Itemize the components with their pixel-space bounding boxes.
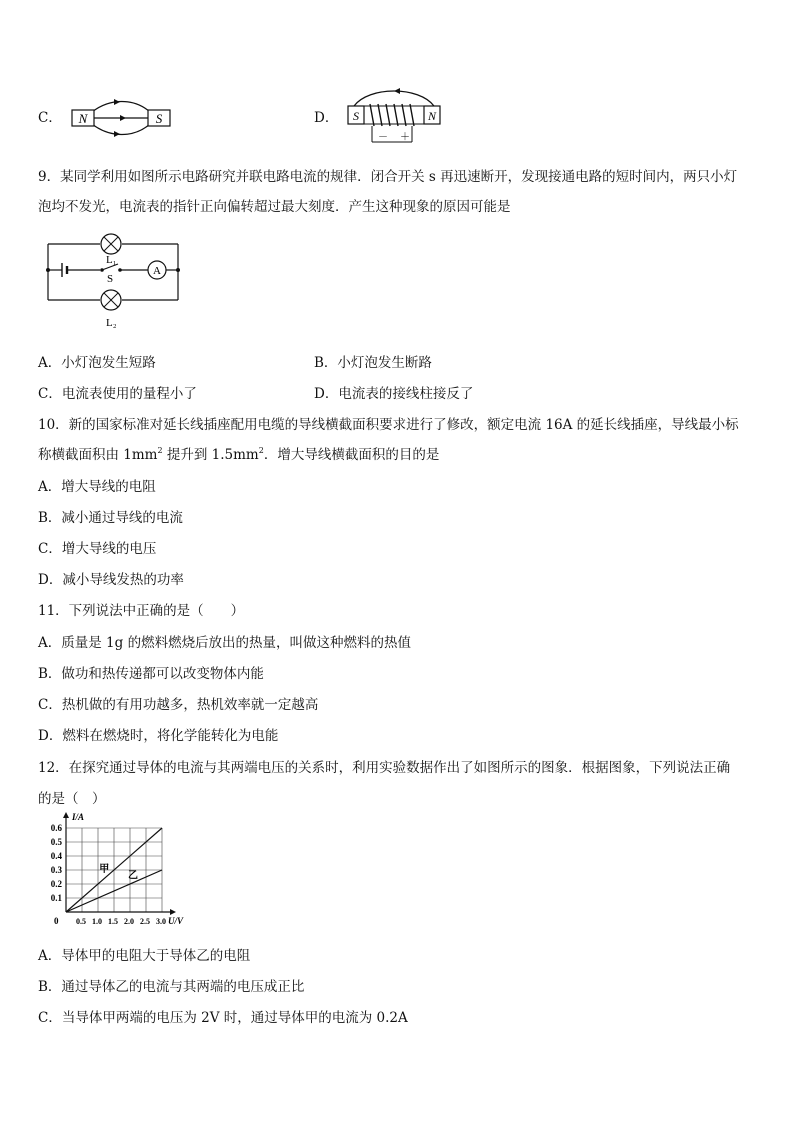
y-tick-label: 0.4 [50, 851, 62, 861]
q9-option-d[interactable]: D．电流表的接线柱接反了 [314, 386, 474, 402]
q12-stem-line1: 12．在探究通过导体的电流与其两端电压的关系时，利用实验数据作出了如图所示的图象．根据图象，下列说法正确 [38, 760, 731, 776]
q11-option-a[interactable]: A．质量是 1g 的燃料燃烧后放出的热量，叫做这种燃料的热值 [38, 635, 412, 651]
minus-sign: － [378, 132, 388, 143]
q9-option-b[interactable]: B．小灯泡发生断路 [314, 355, 432, 371]
x-tick-label: 2.5 [140, 917, 150, 926]
q12-option-b[interactable]: B．通过导体乙的电流与其两端的电压成正比 [38, 979, 305, 995]
q11-option-d[interactable]: D．燃料在燃烧时，将化学能转化为电能 [38, 728, 279, 744]
y-tick-label: 0.2 [50, 879, 62, 889]
q10-stem-line1: 10．新的国家标准对延长线插座配用电缆的导线横截面积要求进行了修改，额定电流 16A 的延长线插座，导线最小标 [38, 417, 739, 433]
y-axis-arrow [63, 812, 69, 818]
q9-option-a[interactable]: A．小灯泡发生短路 [38, 355, 156, 371]
q9-stem-line2: 泡均不发光，电流表的指针正向偏转超过最大刻度．产生这种现象的原因可能是 [38, 199, 511, 215]
x-tick-label: 0.5 [76, 917, 86, 926]
q10-text-c: ．增大导线横截面积的目的是 [263, 447, 440, 463]
q10-option-a[interactable]: A．增大导线的电阻 [38, 479, 156, 495]
q10-option-b[interactable]: B．减小通过导线的电流 [38, 510, 183, 526]
l2-label: L₂ [106, 317, 117, 329]
l1-label: L₁ [106, 254, 117, 266]
q8-figure-d [344, 86, 444, 150]
x-axis-label: U/V [168, 916, 184, 926]
y-tick-label: 0.6 [50, 823, 62, 833]
y-axis-label: I/A [72, 812, 85, 822]
q10-stem-line2 [38, 445, 439, 465]
q9-stem-line1: 9．某同学利用如图所示电路研究并联电路电流的规律．闭合开关 s 再迅速断开，发现接通电路的短时间内，两只小灯 [38, 169, 738, 185]
series-label-0: 甲 [99, 864, 110, 876]
q11-option-c[interactable]: C．热机做的有用功越多，热机效率就一定越高 [38, 697, 319, 713]
x-tick-label: 1.0 [92, 917, 102, 926]
x-tick-label: 2.0 [124, 917, 134, 926]
switch-label: S [107, 273, 114, 285]
plus-sign: ＋ [400, 132, 410, 143]
q8-figure-c [70, 96, 180, 140]
x-axis-arrow [170, 909, 176, 915]
q11-option-b[interactable]: B．做功和热传递都可以改变物体内能 [38, 666, 264, 682]
q9-circuit-diagram [40, 232, 190, 332]
q10-option-c[interactable]: C．增大导线的电压 [38, 541, 157, 557]
y-tick-label: 0.5 [50, 837, 62, 847]
x-tick-label: 3.0 [156, 917, 166, 926]
q12-option-a[interactable]: A．导体甲的电阻大于导体乙的电阻 [38, 948, 251, 964]
q12-stem-line2: 的是（ ） [38, 791, 106, 807]
series-label-1: 乙 [128, 870, 138, 882]
origin-label: 0 [54, 916, 59, 926]
y-tick-label: 0.3 [50, 865, 62, 875]
magnet-s-label-d: S [353, 109, 359, 123]
q12-iv-chart [30, 812, 200, 934]
magnet-n-label-d: N [427, 109, 437, 123]
x-tick-label: 1.5 [108, 917, 118, 926]
q10-sup-1: 2 [157, 446, 163, 455]
q8-option-d-label: D． [314, 110, 339, 126]
q11-stem: 11．下列说法中正确的是（ ） [38, 603, 245, 619]
q9-option-c[interactable]: C．电流表使用的量程小了 [38, 386, 197, 402]
q8-option-c-label: C． [38, 110, 62, 126]
q10-option-d[interactable]: D．减小导线发热的功率 [38, 572, 184, 588]
q10-text-b: 提升到 1.5mm [162, 447, 259, 463]
magnet-s-label: S [155, 111, 163, 126]
q10-sup-2: 2 [258, 446, 264, 455]
magnet-n-label: N [78, 111, 88, 126]
q12-option-c[interactable]: C．当导体甲两端的电压为 2V 时，通过导体甲的电流为 0.2A [38, 1010, 408, 1026]
ammeter-label: A [153, 265, 161, 277]
q10-text-a: 称横截面积由 1mm [38, 447, 158, 463]
y-tick-label: 0.1 [50, 893, 62, 903]
